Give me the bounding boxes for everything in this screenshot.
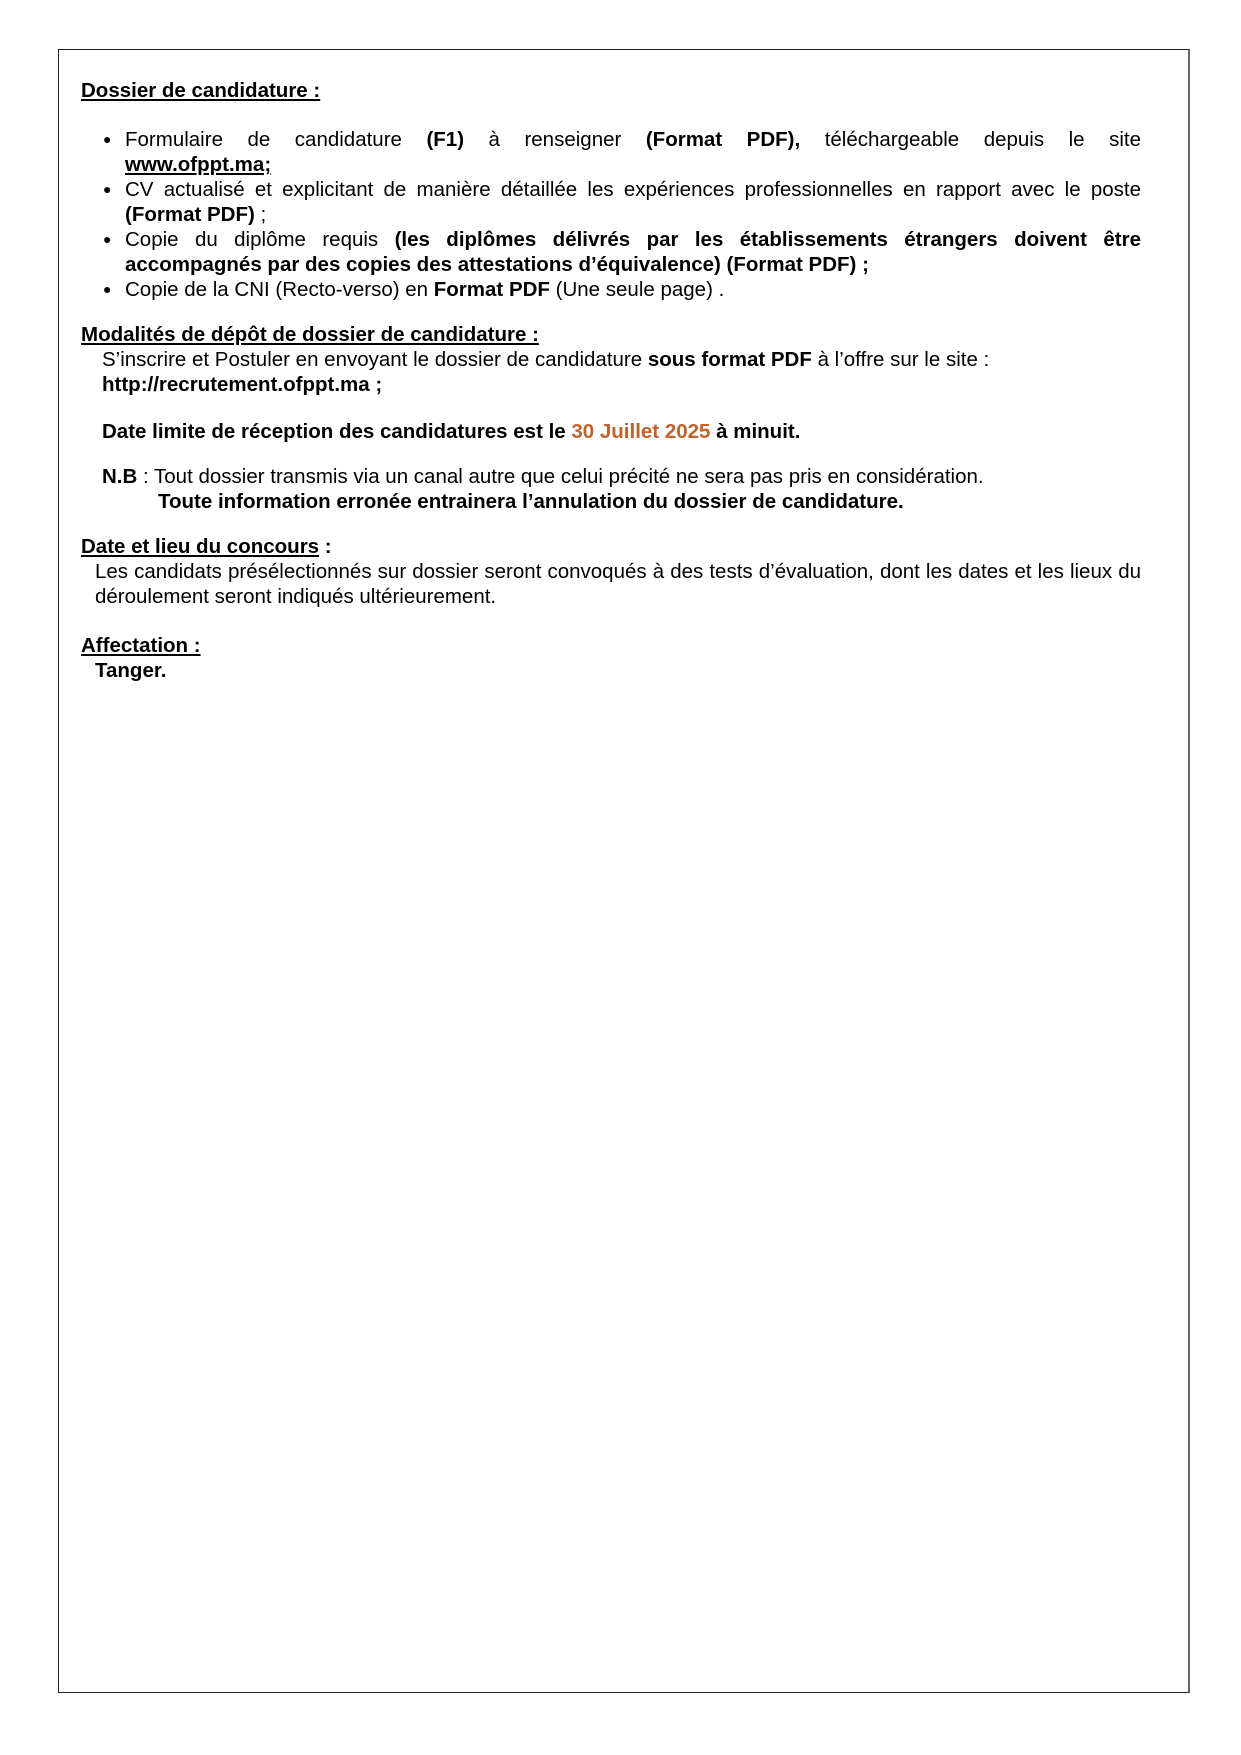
item-text: téléchargeable depuis le site bbox=[800, 128, 1141, 151]
instruction-text: S’inscrire et Postuler en envoyant le dossier de candidature bbox=[102, 348, 648, 371]
recruitment-site-link[interactable]: http://recrutement.ofppt.ma ; bbox=[102, 373, 383, 396]
section-dossier bbox=[81, 78, 1141, 302]
dossier-list bbox=[81, 127, 1141, 302]
deadline-text: à minuit. bbox=[710, 420, 801, 443]
item-text-bold: Format PDF bbox=[433, 278, 550, 301]
item-text: CV actualisé et explicitant de manière détaillée les expériences professionnelles en rapport avec le poste bbox=[125, 178, 1141, 201]
bullet-icon: ● bbox=[103, 231, 112, 247]
affectation-value: Tanger. bbox=[95, 659, 167, 682]
deadline-date: 30 Juillet 2025 bbox=[571, 420, 711, 443]
section-modalites bbox=[81, 322, 1141, 514]
dossier-item-formulaire bbox=[81, 127, 1141, 177]
instruction-text: à l’offre sur le site : bbox=[811, 348, 990, 371]
dossier-item-cv bbox=[81, 177, 1141, 227]
item-text-bold: (Format PDF), bbox=[645, 128, 801, 151]
item-text: à renseigner bbox=[464, 128, 646, 151]
nb-text: : Tout dossier transmis via un canal autre que celui précité ne sera pas pris en considération. bbox=[137, 465, 984, 488]
dossier-item-diplome bbox=[81, 227, 1141, 277]
section-concours-title-suffix: : bbox=[319, 535, 332, 558]
ofppt-site-link[interactable]: www.ofppt.ma; bbox=[125, 153, 272, 176]
deadline-text: Date limite de réception des candidatures est le bbox=[102, 420, 572, 443]
concours-text: Les candidats présélectionnés sur dossier seront convoqués à des tests d’évaluation, dont les dates et les lieux du déroulement seront indiqués ultérieurement. bbox=[95, 560, 1141, 608]
nb-label: N.B bbox=[102, 465, 138, 488]
item-text-bold: (F1) bbox=[426, 128, 465, 151]
nb-warning: Toute information erronée entrainera l’annulation du dossier de candidature. bbox=[158, 490, 904, 513]
section-dossier-title: Dossier de candidature : bbox=[81, 79, 321, 102]
bullet-icon: ● bbox=[103, 181, 112, 197]
section-affectation bbox=[81, 633, 1141, 683]
item-text: Copie de la CNI (Recto-verso) en bbox=[125, 278, 434, 301]
item-text: (Une seule page) . bbox=[549, 278, 725, 301]
dossier-item-cni bbox=[81, 277, 1141, 302]
section-concours-title: Date et lieu du concours bbox=[81, 535, 320, 558]
modalites-instructions bbox=[81, 347, 1141, 397]
item-text: Formulaire de candidature bbox=[125, 128, 427, 151]
section-modalites-title: Modalités de dépôt de dossier de candidature : bbox=[81, 323, 539, 346]
deadline-line bbox=[81, 419, 1141, 444]
item-text: ; bbox=[254, 203, 267, 226]
bullet-icon: ● bbox=[103, 281, 112, 297]
item-text-bold: (les diplômes délivrés par les établissements étrangers doivent être accompagnés par des copies des attestations d’équivalence) (Format PDF) ; bbox=[125, 228, 1141, 276]
item-text: Copie du diplôme requis bbox=[125, 228, 395, 251]
section-affectation-title: Affectation : bbox=[81, 634, 201, 657]
item-text-bold: (Format PDF) bbox=[125, 203, 255, 226]
document-content bbox=[81, 78, 1141, 683]
bullet-icon: ● bbox=[103, 131, 112, 147]
instruction-text-bold: sous format PDF bbox=[647, 348, 812, 371]
nb-note bbox=[81, 464, 1141, 489]
section-concours bbox=[81, 534, 1141, 609]
